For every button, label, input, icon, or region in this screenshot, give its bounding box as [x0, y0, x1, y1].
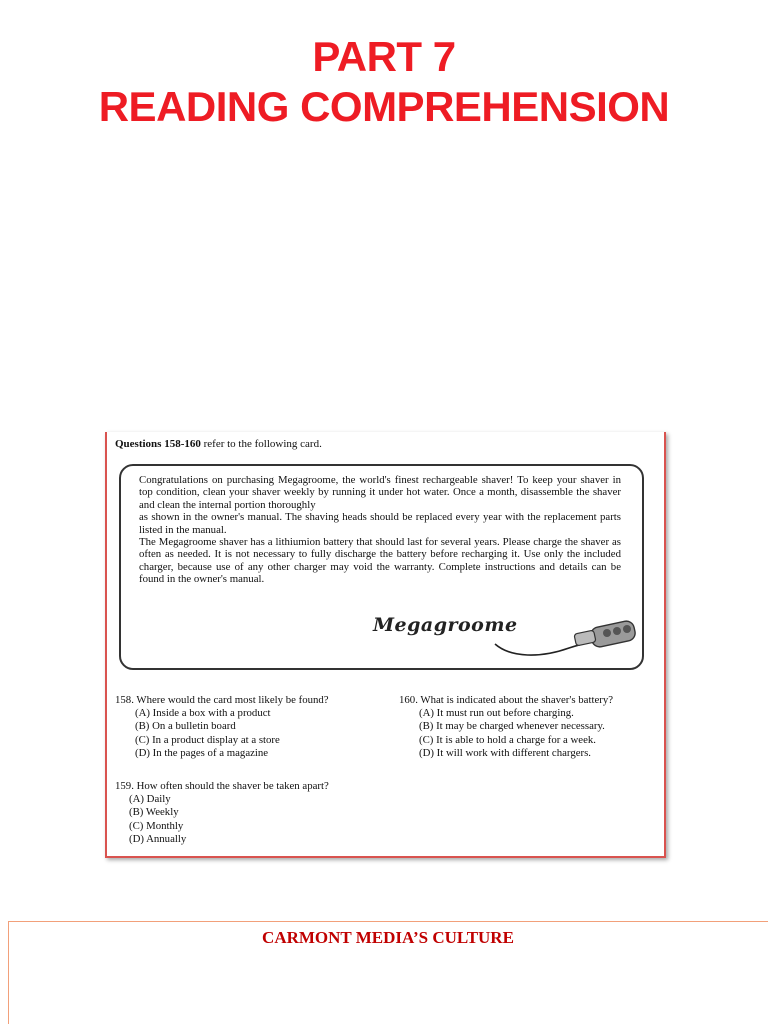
questions-intro-text: refer to the following card.: [200, 438, 322, 450]
answer-option: (C) In a product display at a store: [135, 733, 280, 746]
answer-option: (D) In the pages of a magazine: [135, 746, 269, 759]
answer-option: (B) Weekly: [129, 806, 179, 819]
page-title-part: PART 7: [312, 33, 456, 80]
page-title-section: READING COMPREHENSION: [98, 83, 670, 130]
shaver-icon: [491, 614, 639, 660]
answer-option: (C) Monthly: [129, 819, 184, 832]
answer-option: (A) Daily: [129, 793, 171, 806]
question-160: [399, 694, 613, 760]
card-paragraph: Congratulations on purchasing Megagroome, the world's finest rechargeable shaver! To keep your shaver in top condition, clean your shaver weekly by running it under hot water. Once a month, disassemble the shaver and clean the internal portion thoroughly: [139, 474, 621, 511]
card-paragraph: as shown in the owner's manual. The shaving heads should be replaced every year with the replacement parts listed in the manual.: [139, 511, 621, 536]
question-stem: 159. How often should the shaver be taken apart?: [115, 780, 329, 792]
answer-option: (D) It will work with different chargers.: [419, 746, 592, 759]
question-159: [115, 780, 329, 846]
question-158: [115, 694, 329, 760]
answer-option: (C) It is able to hold a charge for a week.: [419, 733, 596, 746]
exam-page-image: [105, 432, 666, 858]
question-stem: 158. Where would the card most likely be found?: [115, 694, 329, 706]
answer-option: (B) It may be charged whenever necessary.: [419, 720, 605, 733]
answer-option: (A) Inside a box with a product: [135, 707, 271, 720]
answer-option: (D) Annually: [129, 832, 187, 845]
question-stem: 160. What is indicated about the shaver's battery?: [399, 694, 614, 706]
answer-option: (A) It must run out before charging.: [419, 707, 574, 720]
answer-option: (B) On a bulletin board: [135, 720, 236, 733]
card-paragraph: The Megagroome shaver has a lithiumion battery that should last for several years. Please charge the shaver as often as needed. It is not necessary to fully discharge the battery before recharging it. Use only the included charger, because use of any other charger may void the warranty. Complete instructions and details can be found in the owner's manual.: [139, 536, 621, 586]
footer-divider: [8, 921, 768, 922]
questions-range: Questions 158-160: [115, 438, 201, 450]
questions-intro: [115, 438, 322, 450]
megagroome-logo: Megagroome: [373, 614, 518, 636]
card-text: [139, 474, 621, 586]
footer-text: CARMONT MEDIA’S CULTURE: [262, 928, 514, 947]
reading-card: [119, 464, 644, 670]
